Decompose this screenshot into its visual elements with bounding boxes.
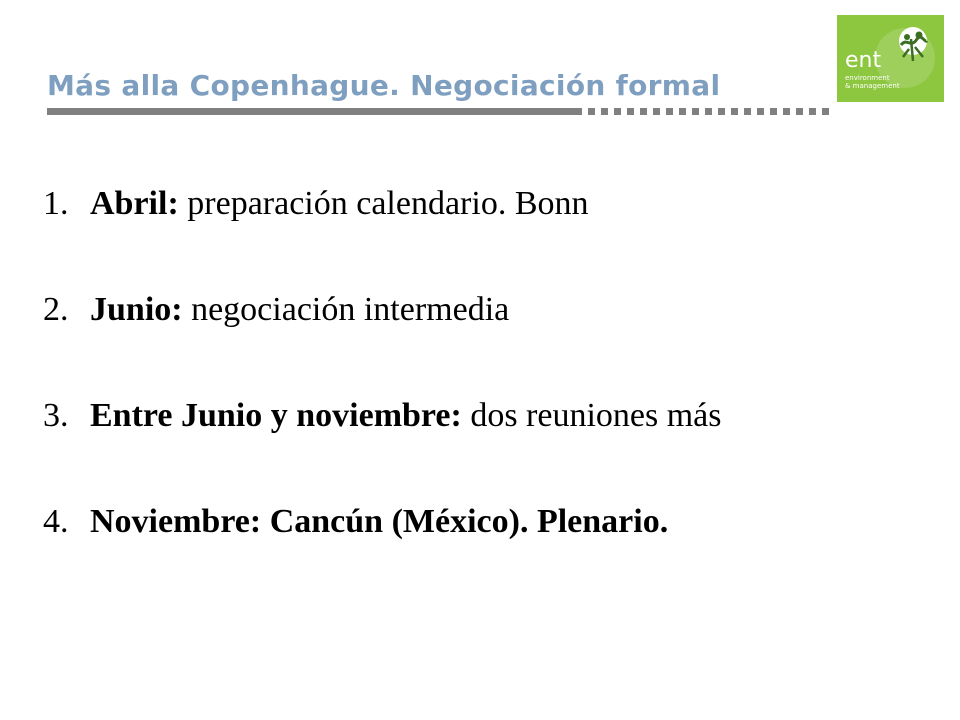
item-body: dos reuniones más <box>461 397 722 434</box>
rule-dot <box>627 108 634 115</box>
logo-wordmark: ent <box>845 48 882 73</box>
item-heading: Entre Junio y noviembre: <box>90 397 462 434</box>
rule-dot <box>809 108 816 115</box>
item-heading: Abril: <box>90 185 179 222</box>
rule-dot <box>796 108 803 115</box>
rule-dot <box>679 108 686 115</box>
item-body: negociación intermedia <box>182 291 510 328</box>
item-number: 2. <box>43 291 69 328</box>
item-heading: Noviembre: Cancún (México). Plenario. <box>90 503 669 540</box>
rule-dot <box>640 108 647 115</box>
title-underline <box>47 108 582 115</box>
item-number: 1. <box>43 185 69 222</box>
rule-dot <box>601 108 608 115</box>
logo-tagline-2: & management <box>845 82 900 90</box>
rule-dot <box>731 108 738 115</box>
logo-tagline-1: environment <box>845 74 890 82</box>
rule-dot <box>744 108 751 115</box>
tree-icon <box>899 27 927 61</box>
rule-dot <box>718 108 725 115</box>
ent-logo <box>837 15 944 102</box>
item-number: 4. <box>43 503 69 540</box>
item-body: preparación calendario. Bonn <box>178 185 589 222</box>
rule-dot <box>757 108 764 115</box>
slide-title: Más alla Copenhague. Negociación formal <box>47 69 721 102</box>
title-underline-dotted <box>588 108 838 115</box>
rule-dot <box>614 108 621 115</box>
rule-dot <box>588 108 595 115</box>
item-heading: Junio: <box>90 291 183 328</box>
rule-dot <box>705 108 712 115</box>
rule-dot <box>666 108 673 115</box>
item-number: 3. <box>43 397 69 434</box>
rule-dot <box>653 108 660 115</box>
rule-dot <box>822 108 829 115</box>
rule-dot <box>783 108 790 115</box>
rule-dot <box>770 108 777 115</box>
rule-dot <box>692 108 699 115</box>
